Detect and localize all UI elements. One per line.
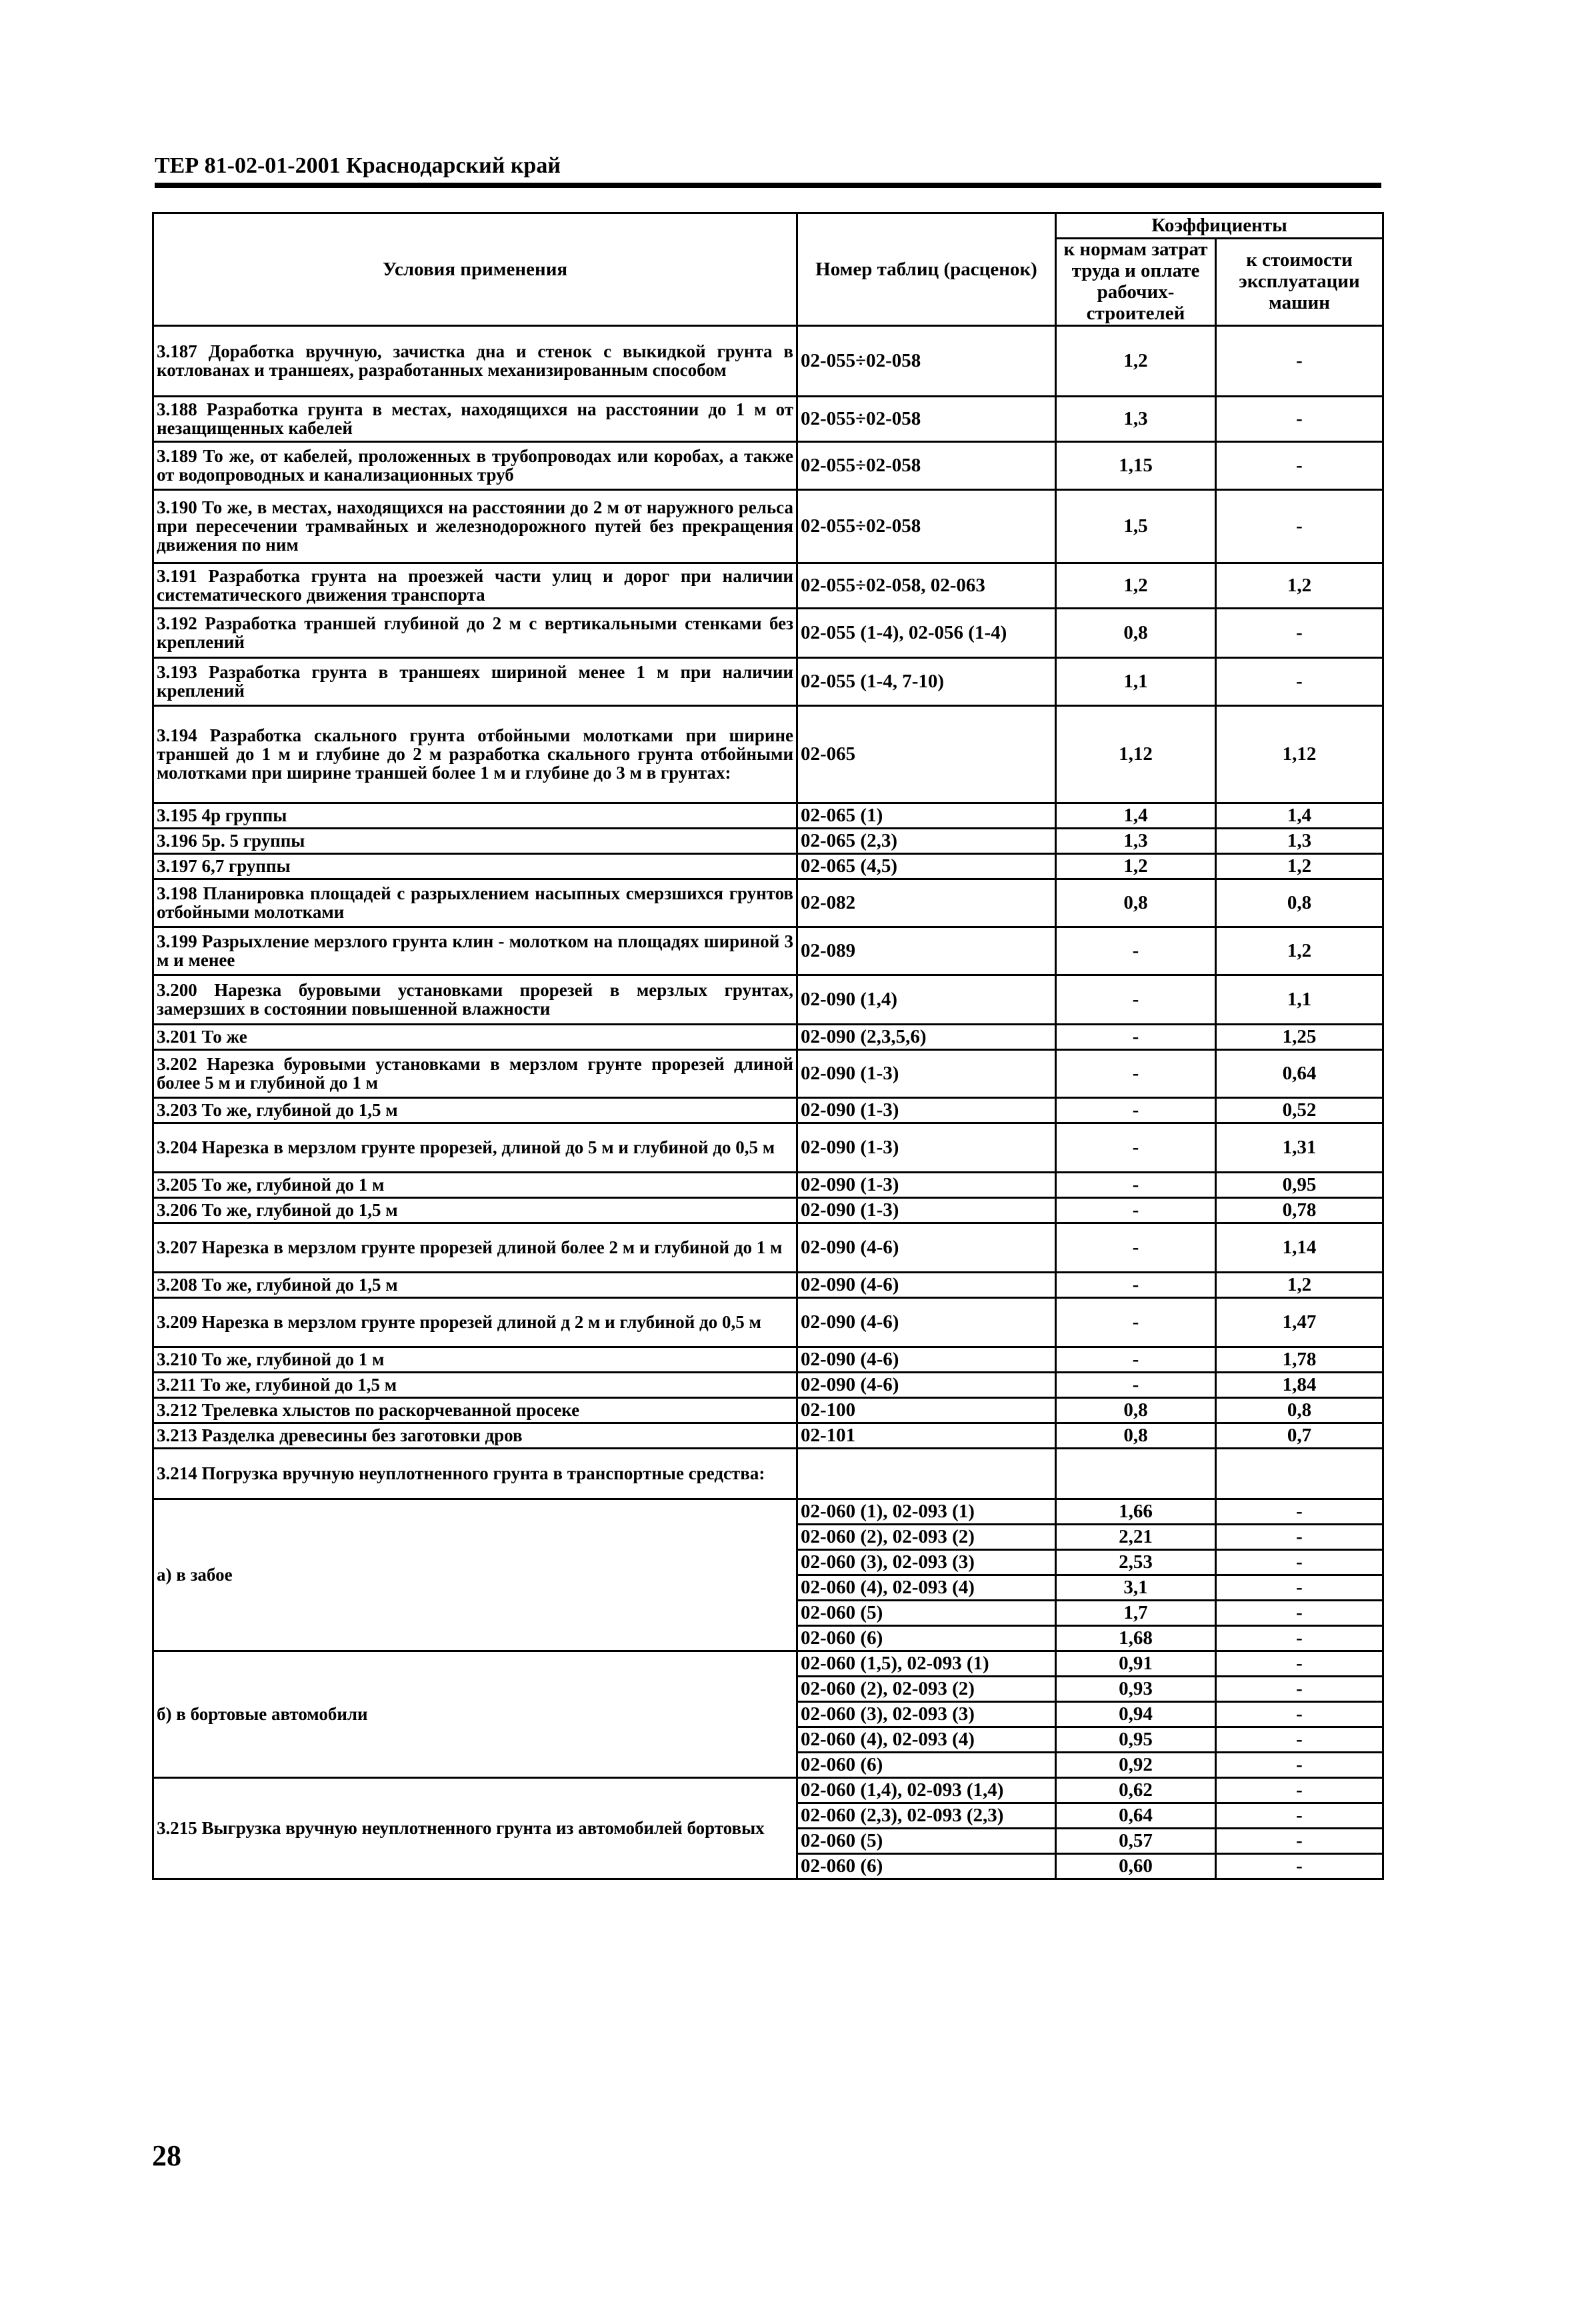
labor-coefficient-cell: 0,95 xyxy=(1056,1727,1216,1752)
machine-coefficient-cell: 1,3 xyxy=(1216,828,1383,853)
condition-cell: 3.198 Планировка площадей с разрыхлением насыпных смерзшихся грунтов отбойными молотками xyxy=(153,879,797,927)
machine-coefficient-cell: - xyxy=(1216,1600,1383,1625)
condition-cell: 3.209 Нарезка в мерзлом грунте прорезей длиной д 2 м и глубиной до 0,5 м xyxy=(153,1297,797,1347)
table-number-cell: 02-060 (5) xyxy=(797,1828,1056,1853)
table-number-cell xyxy=(797,1448,1056,1499)
condition-cell: 3.200 Нарезка буровыми установками прорезей в мерзлых грунтах, замерзших в состоянии повышенной влажности xyxy=(153,975,797,1024)
labor-coefficient-cell: 1,3 xyxy=(1056,396,1216,441)
labor-coefficient-cell: 1,5 xyxy=(1056,489,1216,563)
machine-coefficient-cell: - xyxy=(1216,1803,1383,1828)
table-row xyxy=(153,1777,1383,1803)
machine-coefficient-cell: 0,95 xyxy=(1216,1172,1383,1197)
table-row xyxy=(153,1651,1383,1676)
machine-coefficient-cell: - xyxy=(1216,1828,1383,1853)
table-number-cell: 02-090 (2,3,5,6) xyxy=(797,1024,1056,1049)
machine-coefficient-cell: 1,2 xyxy=(1216,853,1383,879)
table-row xyxy=(153,325,1383,396)
labor-coefficient-cell: 0,8 xyxy=(1056,1397,1216,1423)
table-number-cell: 02-060 (1,4), 02-093 (1,4) xyxy=(797,1777,1056,1803)
labor-coefficient-cell: 0,62 xyxy=(1056,1777,1216,1803)
machine-coefficient-cell: 0,78 xyxy=(1216,1197,1383,1223)
header-labor: к нормам затрат труда и оплате рабочих-строителей xyxy=(1056,239,1216,326)
condition-cell: 3.201 То же xyxy=(153,1024,797,1049)
table-number-cell: 02-060 (6) xyxy=(797,1752,1056,1777)
table-row xyxy=(153,879,1383,927)
header-rule xyxy=(155,183,1381,188)
labor-coefficient-cell: - xyxy=(1056,1024,1216,1049)
table-number-cell: 02-100 xyxy=(797,1397,1056,1423)
labor-coefficient-cell: 1,15 xyxy=(1056,441,1216,489)
labor-coefficient-cell xyxy=(1056,1448,1216,1499)
labor-coefficient-cell: 1,2 xyxy=(1056,325,1216,396)
machine-coefficient-cell: 1,2 xyxy=(1216,563,1383,608)
header-condition: Условия применения xyxy=(153,213,797,326)
condition-cell: 3.212 Трелевка хлыстов по раскорчеванной просеке xyxy=(153,1397,797,1423)
labor-coefficient-cell: 1,4 xyxy=(1056,803,1216,828)
condition-cell: 3.194 Разработка скального грунта отбойными молотками при ширине траншей до 1 м и глубине до 2 м разработка скального грунта отбойными молотками при ширине траншей более 1 м и глубине до 3 м в грунтах: xyxy=(153,705,797,803)
labor-coefficient-cell: - xyxy=(1056,927,1216,975)
table-number-cell: 02-089 xyxy=(797,927,1056,975)
condition-cell: 3.207 Нарезка в мерзлом грунте прорезей длиной более 2 м и глубиной до 1 м xyxy=(153,1223,797,1272)
machine-coefficient-cell: 0,8 xyxy=(1216,1397,1383,1423)
table-row xyxy=(153,1372,1383,1397)
machine-coefficient-cell: - xyxy=(1216,608,1383,657)
table-row xyxy=(153,489,1383,563)
condition-cell: 3.188 Разработка грунта в местах, находящихся на расстоянии до 1 м от незащищенных кабелей xyxy=(153,396,797,441)
header-machines: к стоимости эксплуатации машин xyxy=(1216,239,1383,326)
labor-coefficient-cell: 0,94 xyxy=(1056,1701,1216,1727)
table-number-cell: 02-060 (6) xyxy=(797,1625,1056,1651)
table-row xyxy=(153,927,1383,975)
table-number-cell: 02-090 (4-6) xyxy=(797,1347,1056,1372)
table-row xyxy=(153,1397,1383,1423)
labor-coefficient-cell: 1,3 xyxy=(1056,828,1216,853)
header-table-number: Номер таблиц (расценок) xyxy=(797,213,1056,326)
machine-coefficient-cell: - xyxy=(1216,1676,1383,1701)
page-header: ТЕР 81-02-01-2001 Краснодарский край xyxy=(155,153,561,178)
table-row xyxy=(153,1272,1383,1297)
labor-coefficient-cell: 3,1 xyxy=(1056,1575,1216,1600)
condition-cell: 3.195 4р группы xyxy=(153,803,797,828)
labor-coefficient-cell: - xyxy=(1056,1049,1216,1097)
machine-coefficient-cell: 1,31 xyxy=(1216,1123,1383,1172)
labor-coefficient-cell: 0,60 xyxy=(1056,1853,1216,1879)
condition-cell: 3.208 То же, глубиной до 1,5 м xyxy=(153,1272,797,1297)
table-number-cell: 02-090 (4-6) xyxy=(797,1297,1056,1347)
machine-coefficient-cell: 1,1 xyxy=(1216,975,1383,1024)
condition-cell: 3.199 Разрыхление мерзлого грунта клин - молотком на площадях шириной 3 м и менее xyxy=(153,927,797,975)
group-label-cell: 3.215 Выгрузка вручную неуплотненного грунта из автомобилей бортовых xyxy=(153,1777,797,1879)
condition-cell: 3.192 Разработка траншей глубиной до 2 м с вертикальными стенками без креплений xyxy=(153,608,797,657)
condition-cell: 3.191 Разработка грунта на проезжей части улиц и дорог при наличии систематического движения транспорта xyxy=(153,563,797,608)
labor-coefficient-cell: - xyxy=(1056,1372,1216,1397)
table-number-cell: 02-090 (1-3) xyxy=(797,1197,1056,1223)
condition-cell: 3.206 То же, глубиной до 1,5 м xyxy=(153,1197,797,1223)
table-number-cell: 02-060 (4), 02-093 (4) xyxy=(797,1575,1056,1600)
labor-coefficient-cell: 1,68 xyxy=(1056,1625,1216,1651)
table-row xyxy=(153,1423,1383,1448)
table-number-cell: 02-060 (5) xyxy=(797,1600,1056,1625)
table-row xyxy=(153,828,1383,853)
machine-coefficient-cell: - xyxy=(1216,325,1383,396)
labor-coefficient-cell: 1,7 xyxy=(1056,1600,1216,1625)
labor-coefficient-cell: - xyxy=(1056,1097,1216,1123)
table-number-cell: 02-065 (2,3) xyxy=(797,828,1056,853)
condition-cell: 3.193 Разработка грунта в траншеях шириной менее 1 м при наличии креплений xyxy=(153,657,797,705)
condition-cell: 3.190 То же, в местах, находящихся на расстоянии до 2 м от наружного рельса при пересечении трамвайных и железнодорожного путей без прекращения движения по ним xyxy=(153,489,797,563)
table-number-cell: 02-055÷02-058 xyxy=(797,489,1056,563)
labor-coefficient-cell: 1,2 xyxy=(1056,853,1216,879)
machine-coefficient-cell: 0,8 xyxy=(1216,879,1383,927)
machine-coefficient-cell: 1,84 xyxy=(1216,1372,1383,1397)
condition-cell: 3.210 То же, глубиной до 1 м xyxy=(153,1347,797,1372)
machine-coefficient-cell: - xyxy=(1216,657,1383,705)
table-number-cell: 02-060 (3), 02-093 (3) xyxy=(797,1701,1056,1727)
labor-coefficient-cell: - xyxy=(1056,1347,1216,1372)
table-number-cell: 02-055 (1-4), 02-056 (1-4) xyxy=(797,608,1056,657)
table-number-cell: 02-060 (2,3), 02-093 (2,3) xyxy=(797,1803,1056,1828)
table-number-cell: 02-060 (1,5), 02-093 (1) xyxy=(797,1651,1056,1676)
table-row xyxy=(153,1297,1383,1347)
machine-coefficient-cell: - xyxy=(1216,1727,1383,1752)
table-number-cell: 02-090 (1,4) xyxy=(797,975,1056,1024)
table-number-cell: 02-090 (4-6) xyxy=(797,1223,1056,1272)
machine-coefficient-cell: 1,14 xyxy=(1216,1223,1383,1272)
table-row xyxy=(153,1097,1383,1123)
table-row xyxy=(153,1172,1383,1197)
table-row xyxy=(153,803,1383,828)
labor-coefficient-cell: 2,21 xyxy=(1056,1524,1216,1549)
table-number-cell: 02-090 (1-3) xyxy=(797,1123,1056,1172)
machine-coefficient-cell: - xyxy=(1216,1701,1383,1727)
machine-coefficient-cell: - xyxy=(1216,1853,1383,1879)
table-row xyxy=(153,705,1383,803)
header-coefficients: Коэффициенты xyxy=(1056,213,1383,239)
table-number-cell: 02-055÷02-058 xyxy=(797,325,1056,396)
table-number-cell: 02-101 xyxy=(797,1423,1056,1448)
machine-coefficient-cell: - xyxy=(1216,1524,1383,1549)
labor-coefficient-cell: 0,92 xyxy=(1056,1752,1216,1777)
labor-coefficient-cell: 0,8 xyxy=(1056,1423,1216,1448)
labor-coefficient-cell: 0,8 xyxy=(1056,608,1216,657)
machine-coefficient-cell: 1,78 xyxy=(1216,1347,1383,1372)
machine-coefficient-cell: - xyxy=(1216,1752,1383,1777)
table-row xyxy=(153,396,1383,441)
table-number-cell: 02-065 (1) xyxy=(797,803,1056,828)
table-number-cell: 02-055÷02-058 xyxy=(797,396,1056,441)
labor-coefficient-cell: 1,66 xyxy=(1056,1499,1216,1524)
table-row xyxy=(153,975,1383,1024)
table-number-cell: 02-082 xyxy=(797,879,1056,927)
machine-coefficient-cell: 1,2 xyxy=(1216,927,1383,975)
condition-cell: 3.211 То же, глубиной до 1,5 м xyxy=(153,1372,797,1397)
labor-coefficient-cell: 0,91 xyxy=(1056,1651,1216,1676)
table-number-cell: 02-060 (3), 02-093 (3) xyxy=(797,1549,1056,1575)
table-row xyxy=(153,1499,1383,1524)
table-number-cell: 02-060 (1), 02-093 (1) xyxy=(797,1499,1056,1524)
labor-coefficient-cell: 2,53 xyxy=(1056,1549,1216,1575)
labor-coefficient-cell: - xyxy=(1056,1123,1216,1172)
labor-coefficient-cell: 1,2 xyxy=(1056,563,1216,608)
machine-coefficient-cell: 1,2 xyxy=(1216,1272,1383,1297)
table-row xyxy=(153,853,1383,879)
machine-coefficient-cell: 1,25 xyxy=(1216,1024,1383,1049)
table-row xyxy=(153,563,1383,608)
coefficients-table xyxy=(152,212,1384,1880)
table-number-cell: 02-090 (4-6) xyxy=(797,1372,1056,1397)
labor-coefficient-cell: 0,8 xyxy=(1056,879,1216,927)
table-row xyxy=(153,1448,1383,1499)
labor-coefficient-cell: 0,93 xyxy=(1056,1676,1216,1701)
table-number-cell: 02-090 (1-3) xyxy=(797,1049,1056,1097)
group-label-cell: а) в забое xyxy=(153,1499,797,1651)
machine-coefficient-cell: 1,47 xyxy=(1216,1297,1383,1347)
labor-coefficient-cell: - xyxy=(1056,1223,1216,1272)
table-number-cell: 02-090 (1-3) xyxy=(797,1172,1056,1197)
table-row xyxy=(153,1223,1383,1272)
machine-coefficient-cell: - xyxy=(1216,1549,1383,1575)
machine-coefficient-cell: 0,64 xyxy=(1216,1049,1383,1097)
condition-cell: 3.204 Нарезка в мерзлом грунте прорезей, длиной до 5 м и глубиной до 0,5 м xyxy=(153,1123,797,1172)
condition-cell: 3.214 Погрузка вручную неуплотненного грунта в транспортные средства: xyxy=(153,1448,797,1499)
condition-cell: 3.189 То же, от кабелей, проложенных в трубопроводах или коробах, а также от водопроводных и канализационных труб xyxy=(153,441,797,489)
table-row xyxy=(153,1347,1383,1372)
table-number-cell: 02-060 (4), 02-093 (4) xyxy=(797,1727,1056,1752)
machine-coefficient-cell: - xyxy=(1216,1651,1383,1676)
table-number-cell: 02-060 (2), 02-093 (2) xyxy=(797,1524,1056,1549)
machine-coefficient-cell: 0,52 xyxy=(1216,1097,1383,1123)
table-row xyxy=(153,1197,1383,1223)
table-number-cell: 02-090 (4-6) xyxy=(797,1272,1056,1297)
condition-cell: 3.187 Доработка вручную, зачистка дна и стенок с выкидкой грунта в котлованах и траншеях, разработанных механизированным способом xyxy=(153,325,797,396)
group-label-cell: б) в бортовые автомобили xyxy=(153,1651,797,1777)
labor-coefficient-cell: - xyxy=(1056,1197,1216,1223)
machine-coefficient-cell: - xyxy=(1216,1777,1383,1803)
machine-coefficient-cell xyxy=(1216,1448,1383,1499)
table-row xyxy=(153,441,1383,489)
machine-coefficient-cell: - xyxy=(1216,1625,1383,1651)
table-number-cell: 02-090 (1-3) xyxy=(797,1097,1056,1123)
condition-cell: 3.197 6,7 группы xyxy=(153,853,797,879)
condition-cell: 3.213 Разделка древесины без заготовки дров xyxy=(153,1423,797,1448)
labor-coefficient-cell: 1,1 xyxy=(1056,657,1216,705)
table-number-cell: 02-055÷02-058 xyxy=(797,441,1056,489)
table-row xyxy=(153,608,1383,657)
table-number-cell: 02-060 (2), 02-093 (2) xyxy=(797,1676,1056,1701)
condition-cell: 3.196 5р. 5 группы xyxy=(153,828,797,853)
table-row xyxy=(153,1123,1383,1172)
machine-coefficient-cell: - xyxy=(1216,1575,1383,1600)
labor-coefficient-cell: 0,57 xyxy=(1056,1828,1216,1853)
table-number-cell: 02-060 (6) xyxy=(797,1853,1056,1879)
condition-cell: 3.205 То же, глубиной до 1 м xyxy=(153,1172,797,1197)
machine-coefficient-cell: - xyxy=(1216,1499,1383,1524)
table-row xyxy=(153,657,1383,705)
table-number-cell: 02-055 (1-4, 7-10) xyxy=(797,657,1056,705)
labor-coefficient-cell: - xyxy=(1056,1172,1216,1197)
labor-coefficient-cell: - xyxy=(1056,1297,1216,1347)
labor-coefficient-cell: - xyxy=(1056,1272,1216,1297)
labor-coefficient-cell: - xyxy=(1056,975,1216,1024)
table-row xyxy=(153,1049,1383,1097)
table-number-cell: 02-065 xyxy=(797,705,1056,803)
table-number-cell: 02-065 (4,5) xyxy=(797,853,1056,879)
machine-coefficient-cell: - xyxy=(1216,489,1383,563)
condition-cell: 3.203 То же, глубиной до 1,5 м xyxy=(153,1097,797,1123)
table-row xyxy=(153,1024,1383,1049)
condition-cell: 3.202 Нарезка буровыми установками в мерзлом грунте прорезей длиной более 5 м и глубиной до 1 м xyxy=(153,1049,797,1097)
machine-coefficient-cell: 0,7 xyxy=(1216,1423,1383,1448)
machine-coefficient-cell: - xyxy=(1216,441,1383,489)
machine-coefficient-cell: 1,4 xyxy=(1216,803,1383,828)
table-number-cell: 02-055÷02-058, 02-063 xyxy=(797,563,1056,608)
machine-coefficient-cell: - xyxy=(1216,396,1383,441)
labor-coefficient-cell: 1,12 xyxy=(1056,705,1216,803)
page-number: 28 xyxy=(152,2139,181,2172)
labor-coefficient-cell: 0,64 xyxy=(1056,1803,1216,1828)
machine-coefficient-cell: 1,12 xyxy=(1216,705,1383,803)
